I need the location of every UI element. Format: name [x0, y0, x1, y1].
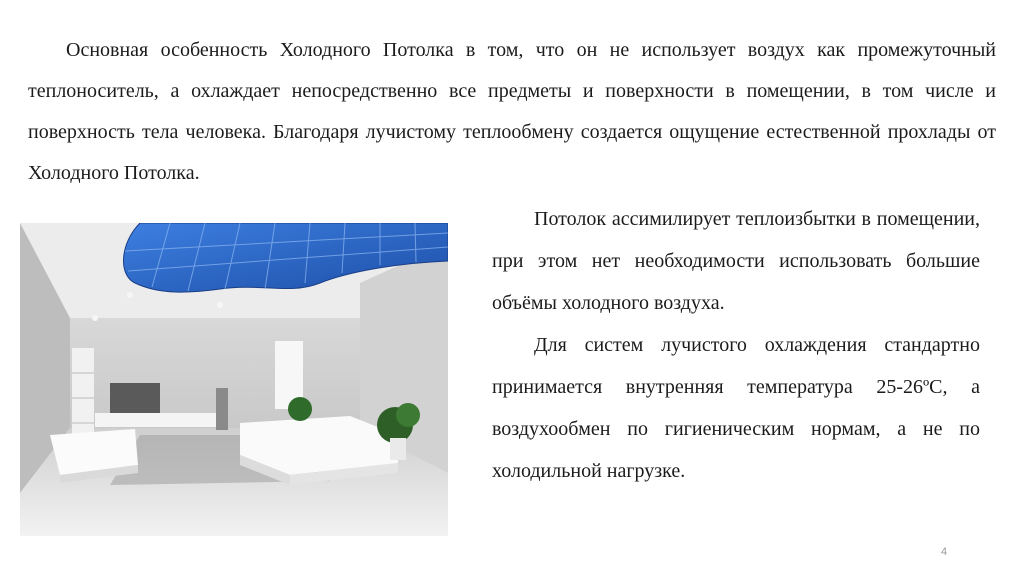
intro-paragraph: Основная особенность Холодного Потолка в том, что он не использует воздух как промежуточный теплоноситель, а охлаждает непосредственно все предметы и поверхности в помещении, в том числе и поверхность тела человека. Благодаря лучистому теплообмену создается ощущение естественной прохлады от Холодного Потолка. [28, 39, 996, 184]
page-number: 4 [941, 546, 948, 558]
right-text-column [492, 198, 980, 492]
right-paragraph-1: Потолок ассимилирует теплоизбытки в помещении, при этом нет необходимости использовать большие объёмы холодного воздуха. [492, 208, 980, 314]
right-paragraph-2: Для систем лучистого охлаждения стандартно принимается внутренняя температура 25-26ºС, а воздухообмен по гигиеническим нормам, а не по холодильной нагрузке. [492, 334, 980, 482]
cooled-ceiling-room-photo [20, 223, 448, 536]
